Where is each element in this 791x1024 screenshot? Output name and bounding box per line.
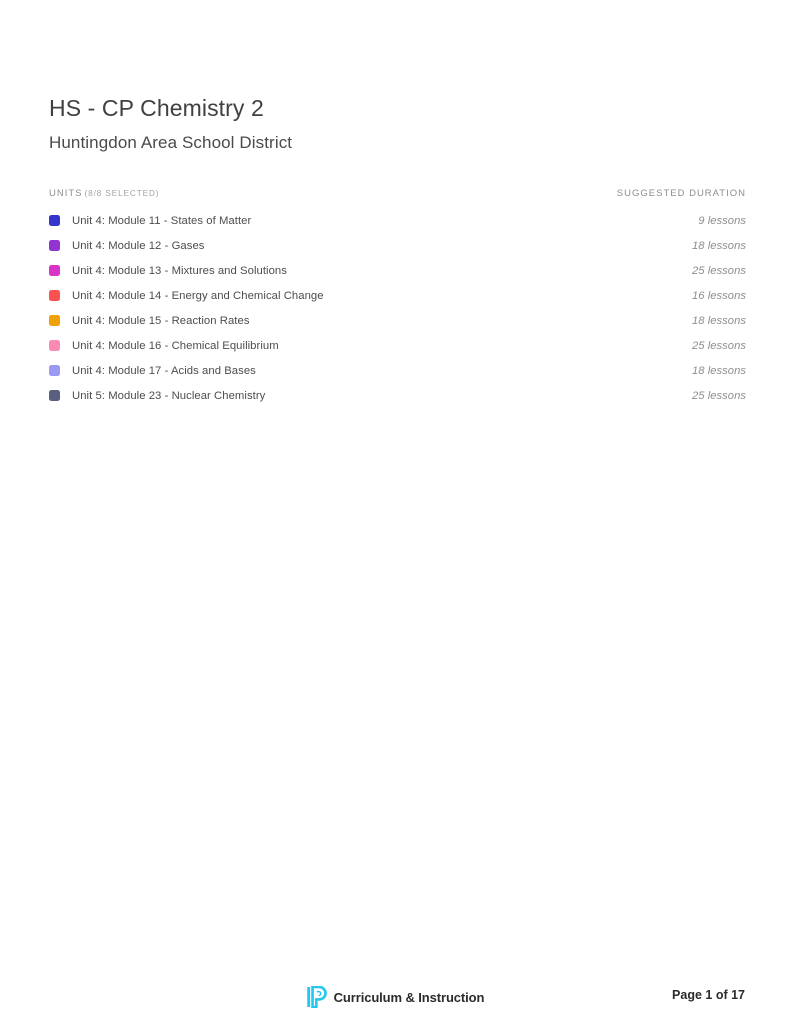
- unit-color-swatch-icon: [49, 265, 60, 276]
- unit-duration: 25 lessons: [692, 339, 746, 352]
- unit-label: Unit 4: Module 13 - Mixtures and Solutions: [72, 264, 287, 277]
- unit-color-swatch-icon: [49, 290, 60, 301]
- unit-row-left: [49, 390, 265, 402]
- unit-color-swatch-icon: [49, 240, 60, 251]
- unit-row-left: [49, 340, 279, 352]
- units-column-header: [49, 188, 159, 199]
- unit-label: Unit 4: Module 11 - States of Matter: [72, 214, 252, 227]
- document-footer: [0, 984, 791, 1018]
- unit-color-swatch-icon: [49, 315, 60, 326]
- unit-duration: 18 lessons: [692, 364, 746, 377]
- unit-row-left: [49, 290, 324, 302]
- units-table-header: [49, 188, 746, 208]
- table-row[interactable]: [49, 283, 746, 308]
- unit-duration: 25 lessons: [692, 389, 746, 402]
- unit-duration: 18 lessons: [692, 314, 746, 327]
- unit-label: Unit 4: Module 14 - Energy and Chemical Change: [72, 289, 324, 302]
- brand-name: Curriculum & Instruction: [333, 989, 485, 1005]
- unit-row-left: [49, 240, 204, 252]
- unit-row-left: [49, 215, 251, 227]
- units-selected-count: (8/8 SELECTED): [84, 189, 160, 198]
- unit-label: Unit 4: Module 15 - Reaction Rates: [72, 314, 250, 327]
- unit-duration: 9 lessons: [698, 214, 746, 227]
- unit-row-left: [49, 315, 250, 327]
- page-number: Page 1 of 17: [672, 988, 745, 1002]
- powerschool-p-icon: [307, 986, 327, 1008]
- units-row-list: [49, 208, 746, 408]
- unit-duration: 25 lessons: [692, 264, 746, 277]
- unit-row-left: [49, 265, 287, 277]
- unit-duration: 18 lessons: [692, 239, 746, 252]
- duration-column-header: SUGGESTED DURATION: [616, 188, 746, 199]
- units-table: [49, 188, 746, 408]
- units-column-header-label: UNITS: [49, 188, 83, 199]
- unit-label: Unit 4: Module 17 - Acids and Bases: [72, 364, 256, 377]
- brand-logo: [307, 984, 485, 1010]
- table-row[interactable]: [49, 208, 746, 233]
- unit-duration: 16 lessons: [692, 289, 746, 302]
- table-row[interactable]: [49, 308, 746, 333]
- table-row[interactable]: [49, 333, 746, 358]
- unit-label: Unit 5: Module 23 - Nuclear Chemistry: [72, 389, 266, 402]
- table-row[interactable]: [49, 383, 746, 408]
- table-row[interactable]: [49, 358, 746, 383]
- table-row[interactable]: [49, 258, 746, 283]
- unit-color-swatch-icon: [49, 215, 60, 226]
- unit-label: Unit 4: Module 16 - Chemical Equilibrium: [72, 339, 279, 352]
- unit-row-left: [49, 365, 256, 377]
- unit-color-swatch-icon: [49, 390, 60, 401]
- unit-color-swatch-icon: [49, 365, 60, 376]
- page-subtitle: Huntingdon Area School District: [49, 132, 293, 152]
- page-title: HS - CP Chemistry 2: [49, 95, 264, 121]
- table-row[interactable]: [49, 233, 746, 258]
- unit-color-swatch-icon: [49, 340, 60, 351]
- unit-label: Unit 4: Module 12 - Gases: [72, 239, 205, 252]
- document-header: [49, 94, 746, 154]
